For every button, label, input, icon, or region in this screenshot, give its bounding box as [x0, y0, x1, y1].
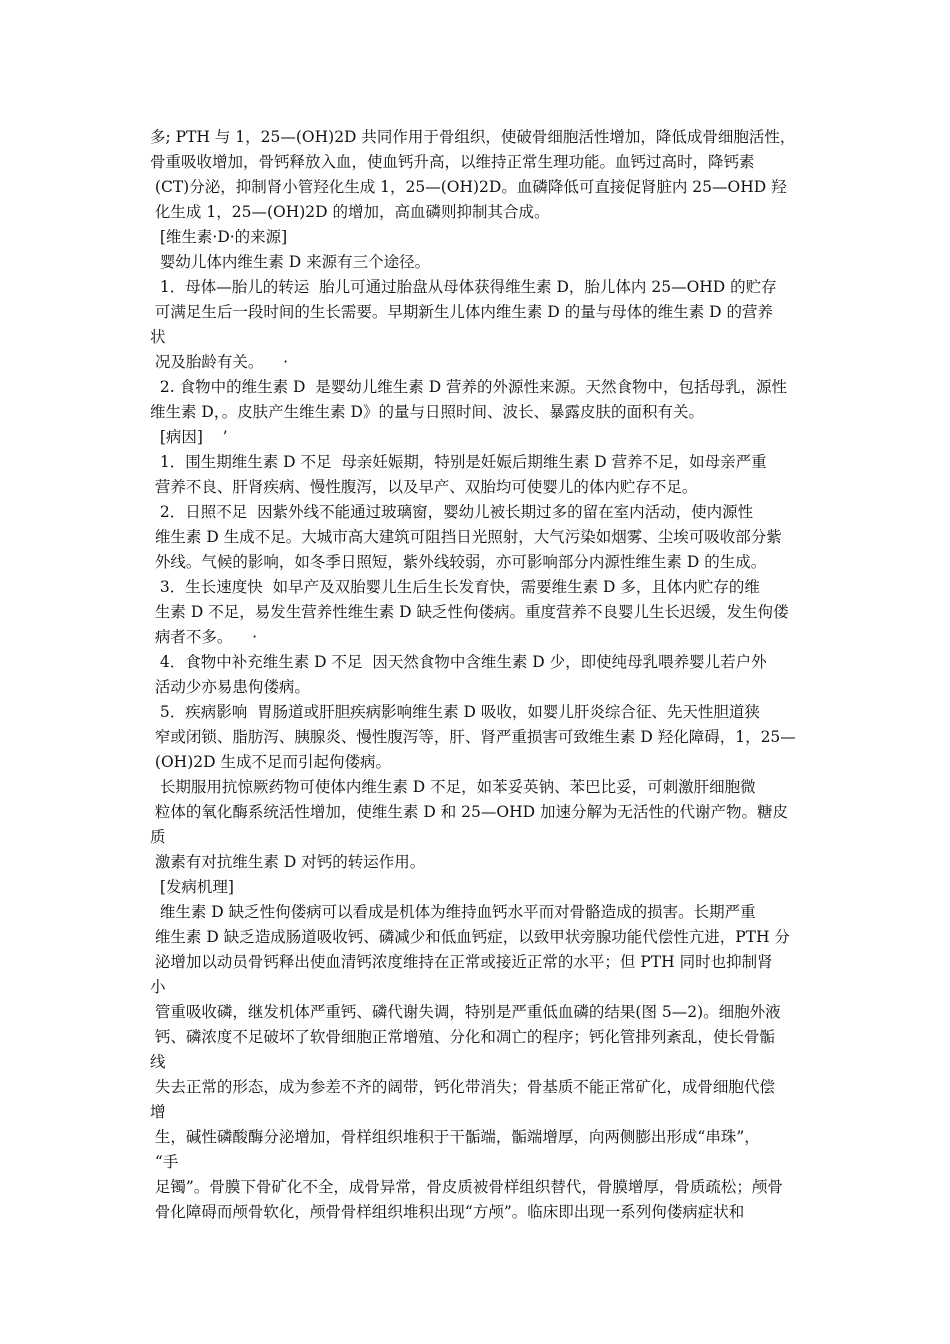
text-line: 多; PTH 与 1，25—(OH)2D 共同作用于骨组织，使破骨细胞活性增加，降低成骨细胞活性， — [150, 128, 796, 146]
text-line: 营养不良、肝肾疾病、慢性腹泻，以及早产、双胎均可使婴儿的体内贮存不足。 — [150, 478, 698, 496]
text-line: 线 — [150, 1053, 166, 1071]
text-line: 管重吸收磷，继发机体严重钙、磷代谢失调，特别是严重低血磷的结果(图 5—2)。细胞外液 — [150, 1003, 781, 1021]
text-line: 可满足生后一段时间的生长需要。早期新生儿体内维生素 D 的量与母体的维生素 D 的营养 — [150, 303, 773, 321]
text-line: 维生素 D 生成不足。大城市高大建筑可阻挡日光照射，大气污染如烟雾、尘埃可吸收部分紫 — [150, 528, 782, 546]
text-line: 生素 D 不足，易发生营养性维生素 D 缺乏性佝偻病。重度营养不良婴儿生长迟缓，发生佝偻 — [150, 603, 789, 621]
text-line: 4．食物中补充维生素 D 不足 因天然食物中含维生素 D 少，即使纯母乳喂养婴儿若户外 — [150, 653, 767, 671]
text-line: 泌增加以动员骨钙释出使血清钙浓度维持在正常或接近正常的水平；但 PTH 同时也抑制肾 — [150, 953, 773, 971]
text-line: 外线。气候的影响，如冬季日照短，紫外线较弱，亦可影响部分内源性维生素 D 的生成。 — [150, 553, 767, 571]
section-heading: [病因] ’ — [150, 428, 228, 446]
text-line: 长期服用抗惊厥药物可使体内维生素 D 不足，如苯妥英钠、苯巴比妥，可刺激肝细胞微 — [150, 778, 756, 796]
text-line: “手 — [150, 1153, 179, 1171]
text-line: 5．疾病影响 胃肠道或肝胆疾病影响维生素 D 吸收，如婴儿肝炎综合征、先天性胆道狭 — [150, 703, 760, 721]
text-line: 1．围生期维生素 D 不足 母亲妊娠期，特别是妊娠后期维生素 D 营养不足，如母亲严重 — [150, 453, 767, 471]
text-line: (OH)2D 生成不足而引起佝偻病。 — [150, 753, 391, 771]
text-line: 2．日照不足 因紫外线不能通过玻璃窗，婴幼儿被长期过多的留在室内活动，使内源性 — [150, 503, 754, 521]
text-line: 病者不多。 · — [150, 628, 258, 646]
text-line: 激素有对抗维生素 D 对钙的转运作用。 — [150, 853, 426, 871]
text-line: 窄或闭锁、脂肪泻、胰腺炎、慢性腹泻等，肝、肾严重损害可致维生素 D 羟化障碍，1，25— — [150, 728, 796, 746]
text-line: 维生素 D 缺乏造成肠道吸收钙、磷减少和低血钙症，以致甲状旁腺功能代偿性亢进，PTH 分 — [150, 928, 790, 946]
text-line: 1．母体—胎儿的转运 胎儿可通过胎盘从母体获得维生素 D，胎儿体内 25—OHD 的贮存 — [150, 278, 777, 296]
text-line: 维生素 D，。皮肤产生维生素 D》的量与日照时间、波长、暴露皮肤的面积有关。 — [150, 403, 704, 421]
text-line: 维生素 D 缺乏性佝偻病可以看成是机体为维持血钙水平而对骨骼造成的损害。长期严重 — [150, 903, 756, 921]
text-line: (CT)分泌，抑制肾小管羟化生成 1，25—(OH)2D。血磷降低可直接促肾脏内 25—OHD 羟 — [150, 178, 787, 196]
text-line: 状 — [150, 328, 166, 346]
text-line: 质 — [150, 828, 166, 846]
text-line: 粒体的氧化酶系统活性增加，使维生素 D 和 25—OHD 加速分解为无活性的代谢产物。糖皮 — [150, 803, 788, 821]
text-line: 婴幼儿体内维生素 D 来源有三个途径。 — [150, 253, 431, 271]
text-line: 足镯”。骨膜下骨矿化不全，成骨异常，骨皮质被骨样组织替代，骨膜增厚，骨质疏松；颅骨 — [150, 1178, 783, 1196]
text-line: 化生成 1，25—(OH)2D 的增加，高血磷则抑制其合成。 — [150, 203, 550, 221]
section-heading: [维生素·D·的来源] — [150, 228, 288, 246]
text-line: 骨化障碍而颅骨软化，颅骨骨样组织堆积出现“方颅”。临床即出现一系列佝偻病症状和 — [150, 1203, 745, 1221]
text-line: 增 — [150, 1103, 166, 1121]
text-line: 2. 食物中的维生素 D 是婴幼儿维生素 D 营养的外源性来源。天然食物中，包括母乳，源性 — [150, 378, 788, 396]
text-line: 生，碱性磷酸酶分泌增加，骨样组织堆积于干骺端，骺端增厚，向两侧膨出形成“串珠”， — [150, 1128, 760, 1146]
section-heading: [发病机理] — [150, 878, 234, 896]
text-line: 3．生长速度快 如早产及双胎婴儿生后生长发育快，需要维生素 D 多，且体内贮存的维 — [150, 578, 760, 596]
text-line: 钙、磷浓度不足破坏了软骨细胞正常增殖、分化和凋亡的程序；钙化管排列紊乱，使长骨骺 — [150, 1028, 775, 1046]
text-line: 小 — [150, 978, 166, 996]
text-line: 骨重吸收增加，骨钙释放入血，使血钙升高，以维持正常生理功能。血钙过高时，降钙素 — [150, 153, 755, 171]
text-line: 失去正常的形态，成为参差不齐的阔带，钙化带消失；骨基质不能正常矿化，成骨细胞代偿 — [150, 1078, 775, 1096]
text-line: 况及胎龄有关。 · — [150, 353, 289, 371]
text-line: 活动少亦易患佝偻病。 — [150, 678, 310, 696]
